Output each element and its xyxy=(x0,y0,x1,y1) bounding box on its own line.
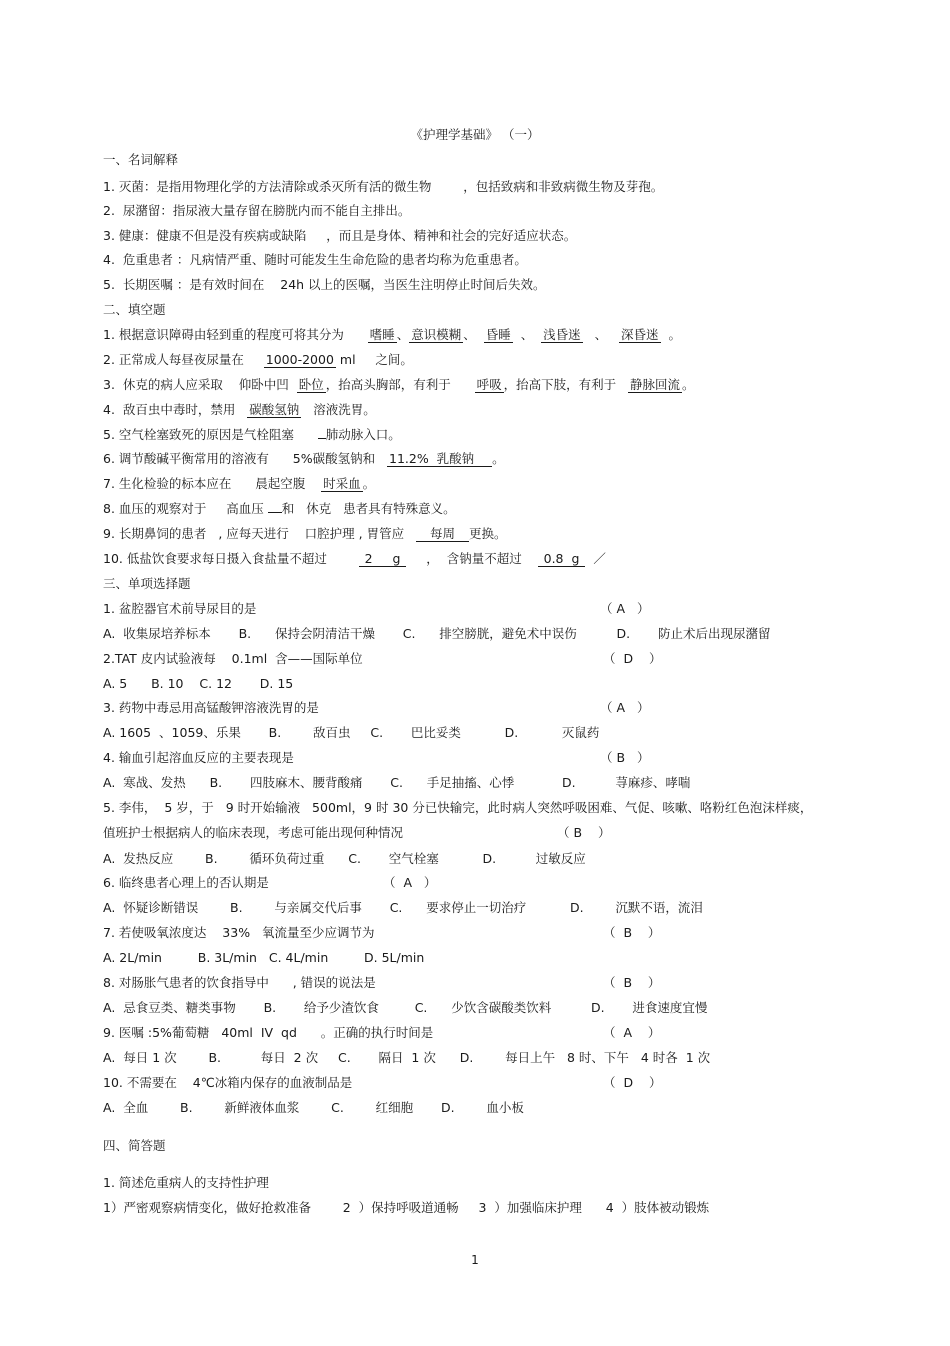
mcq-question-4: 4. 输血引起溶血反应的主要表现是 xyxy=(103,750,294,765)
mcq-options-1: A. 收集尿培养标本 B. 保持会阴清洁干燥 C. 排空膀胱，避免术中误伤 D. 防止术后出现尿潴留 xyxy=(103,626,771,641)
fill-question-10: 10. 低盐饮食要求每日摄入食盐量不超过 2 g ， 含钠量不超过 0.8 g ／ xyxy=(103,551,606,566)
mcq-answer-8: （ B ） xyxy=(603,975,661,990)
fill-question-1: 1. 根据意识障碍由轻到重的程度可将其分为 嗜睡 、 意识模糊 、 昏睡 、 浅昏迷 、 深昏迷 。 xyxy=(103,327,682,342)
mcq-question-8: 8. 对肠胀气患者的饮食指导中 , 错误的说法是 xyxy=(103,975,376,990)
definition-2: 2. 尿潴留：指尿液大量存留在膀胱内而不能自主排出。 xyxy=(103,203,411,218)
mcq-question-3: 3. 药物中毒忌用高锰酸钾溶液洗胃的是 xyxy=(103,700,319,715)
fill-question-8: 8. 血压的观察对于 高血压 和 休克 患者具有特殊意义。 xyxy=(103,501,456,516)
fill-answer: 意识模糊 xyxy=(411,327,462,342)
mcq-options-2: A. 5 B. 10 C. 12 D. 15 xyxy=(103,676,294,691)
mcq-answer-3: （ A ） xyxy=(600,700,650,715)
fill-answer xyxy=(268,512,282,513)
fill-answer: 1000-2000 xyxy=(265,352,334,367)
fill-answer: 嗜睡 xyxy=(369,327,395,342)
mcq-question-5: 5. 李伟， 5 岁，于 9 时开始输液 500ml，9 时 30 分已快输完，此时病人突然呼吸困难、气促、咳嗽、咯粉红色泡沫样痰， xyxy=(103,800,813,815)
fill-question-7: 7. 生化检验的标本应在 晨起空腹 时采血 。 xyxy=(103,476,376,491)
mcq-question-9: 9. 医嘱 :5%葡萄糖 40ml IV qd 。正确的执行时间是 xyxy=(103,1025,434,1040)
fill-answer: 浅昏迷 xyxy=(543,327,581,342)
mcq-question-10: 10. 不需要在 4℃冰箱内保存的血液制品是 xyxy=(103,1075,353,1090)
fill-answer: 2 g xyxy=(359,552,407,567)
mcq-options-9: A. 每日 1 次 B. 每日 2 次 C. 隔日 1 次 D. 每日上午 8 时、下午 4 时各 1 次 xyxy=(103,1050,711,1065)
fill-answer: 每周 xyxy=(416,527,469,542)
fill-answer: 呼吸 xyxy=(476,377,502,392)
section-heading-short: 四、简答题 xyxy=(103,1138,166,1153)
section-heading-definitions: 一、名词解释 xyxy=(103,152,179,167)
definition-4: 4. 危重患者 ：凡病情严重、随时可能发生生命危险的患者均称为危重患者。 xyxy=(103,252,527,267)
fill-question-4: 4. 敌百虫中毒时，禁用 碳酸氢钠 溶液洗胃。 xyxy=(103,402,376,417)
mcq-answer-1: （ A ） xyxy=(600,601,650,616)
definition-5: 5. 长期医嘱 ：是有效时间在 24h 以上的医嘱，当医生注明停止时间后失效。 xyxy=(103,277,546,292)
mcq-options-4: A. 寒战、发热 B. 四肢麻木、腰背酸痛 C. 手足抽搐、心悸 D. 荨麻疹、哮喘 xyxy=(103,775,691,790)
mcq-question-5-cont: 值班护士根据病人的临床表现，考虑可能出现何种情况 xyxy=(103,825,404,840)
fill-answer: 时采血 xyxy=(323,476,361,491)
section-heading-mcq: 三、单项选择题 xyxy=(103,576,191,591)
mcq-question-1: 1. 盆腔器官术前导尿目的是 xyxy=(103,601,257,616)
fill-answer: 昏睡 xyxy=(485,327,511,342)
definition-1: 1. 灭菌：是指用物理化学的方法清除或杀灭所有活的微生物 ，包括致病和非致病微生物及芽孢。 xyxy=(103,179,664,194)
fill-answer: 碳酸氢钠 xyxy=(249,402,300,417)
fill-answer: 0.8 g xyxy=(538,552,586,567)
fill-answer: 深昏迷 xyxy=(621,327,659,342)
mcq-options-8: A. 忌食豆类、糖类事物 B. 给予少渣饮食 C. 少饮含碳酸类饮料 D. 进食速度宜慢 xyxy=(103,1000,708,1015)
mcq-answer-10: （ D ） xyxy=(603,1075,662,1090)
mcq-options-3: A. 1605 、1059、乐果 B. 敌百虫 C. 巴比妥类 D. 灭鼠药 xyxy=(103,725,600,740)
page-number: 1 xyxy=(471,1253,479,1267)
mcq-answer-9: （ A ） xyxy=(603,1025,661,1040)
mcq-question-6: 6. 临终患者心理上的否认期是 xyxy=(103,875,269,890)
fill-answer: 卧位 xyxy=(298,377,324,392)
fill-question-5: 5. 空气栓塞致死的原因是气栓阻塞 肺动脉入口。 xyxy=(103,427,401,442)
mcq-question-2: 2.TAT 皮内试验液每 0.1ml 含——国际单位 xyxy=(103,651,363,666)
fill-answer: 11.2% 乳酸钠 xyxy=(387,452,492,467)
mcq-options-5: A. 发热反应 B. 循环负荷过重 C. 空气栓塞 D. 过敏反应 xyxy=(103,851,586,866)
mcq-question-7: 7. 若使吸氧浓度达 33% 氧流量至少应调节为 xyxy=(103,925,375,940)
definition-3: 3. 健康：健康不但是没有疾病或缺陷 ，而且是身体、精神和社会的完好适应状态。 xyxy=(103,228,577,243)
fill-question-6: 6. 调节酸碱平衡常用的溶液有 5%碳酸氢钠和 11.2% 乳酸钠 。 xyxy=(103,451,505,466)
page-title: 《护理学基础》 （一） xyxy=(410,127,540,142)
mcq-options-10: A. 全血 B. 新鲜液体血浆 C. 红细胞 D. 血小板 xyxy=(103,1100,524,1115)
section-heading-fill: 二、填空题 xyxy=(103,302,166,317)
fill-answer: 静脉回流 xyxy=(630,377,681,392)
mcq-options-7: A. 2L/min B. 3L/min C. 4L/min D. 5L/min xyxy=(103,950,425,965)
fill-question-3: 3. 休克的病人应采取 仰卧中凹 卧位 ，抬高头胸部，有利于 呼吸 ，抬高下肢，有利于 静脉回流 。 xyxy=(103,377,695,392)
mcq-options-6: A. 怀疑诊断错误 B. 与亲属交代后事 C. 要求停止一切治疗 D. 沉默不语，流泪 xyxy=(103,900,703,915)
mcq-answer-4: （ B ） xyxy=(600,750,650,765)
mcq-answer-7: （ B ） xyxy=(603,925,661,940)
mcq-answer-5: （ B ） xyxy=(557,825,611,840)
fill-question-9: 9. 长期鼻饲的患者 , 应每天进行 口腔护理 , 胃管应 每周 更换。 xyxy=(103,526,507,541)
fill-answer xyxy=(318,438,326,439)
fill-question-2: 2. 正常成人每昼夜尿量在 1000-2000 ml 之间。 xyxy=(103,352,413,367)
short-question-1: 1. 简述危重病人的支持性护理 xyxy=(103,1175,269,1190)
mcq-answer-6: （ A ） xyxy=(383,875,437,890)
short-answer-1: 1）严密观察病情变化，做好抢救准备 2 ）保持呼吸道通畅 3 ）加强临床护理 4 ）肢体被动锻炼 xyxy=(103,1200,710,1215)
mcq-answer-2: （ D ） xyxy=(603,651,662,666)
